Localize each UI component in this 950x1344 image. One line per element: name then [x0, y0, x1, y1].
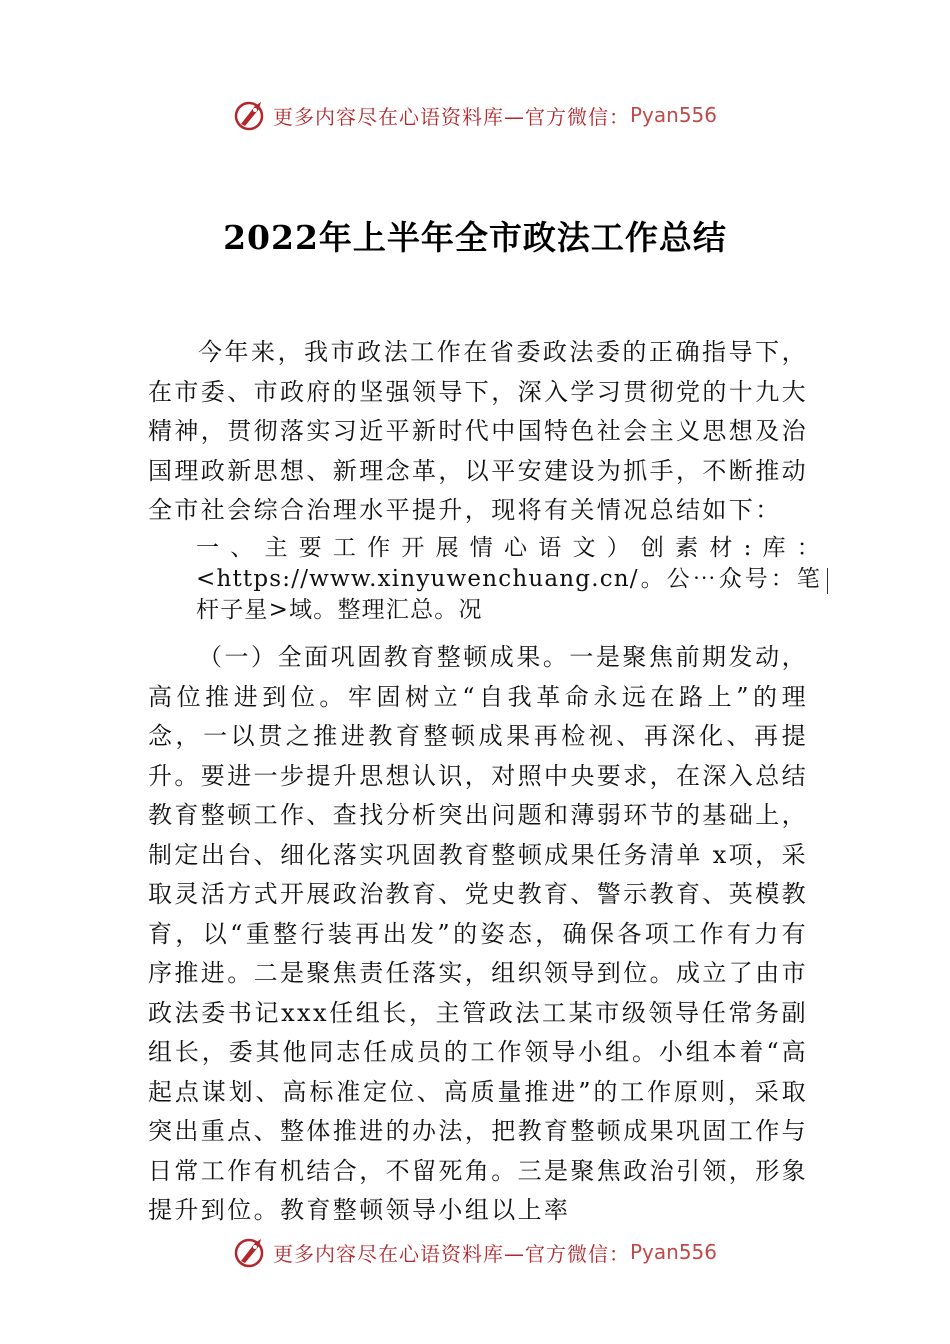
- intro-paragraph: 今年来，我市政法工作在省委政法委的正确指导下，在市委、市政府的坚强领导下，深入学习贯彻党的十九大精神，贯彻落实习近平新时代中国特色社会主义思想及治国理政新思想、新理念革，以平安建设为抓手，不断推动全市社会综合治理水平提升，现将有关情况总结如下：: [148, 338, 808, 524]
- body-paragraph: （一）全面巩固教育整顿成果。一是聚焦前期发动，高位推进到位。牢固树立“自我革命永远在路上”的理念，一以贯之推进教育整顿成果再检视、再深化、再提升。要进一步提升思想认识，对照中央要求，在深入总结教育整顿工作、查找分析突出问题和薄弱环节的基础上，制定出台、细化落实巩固教育整顿成果任务清单 x项，采取灵活方式开展政治教育、党史教育、警示教育、英模教育，以“重整行装再出发”的姿态，确保各项工作有力有序推进。二是聚焦责任落实，组织领导到位。成立了由市政法委书记xxx任组长，主管政法工某市级领导任常务副组长，委其他同志任成员的工作领导小组。小组本着“高起点谋划、高标准定位、高质量推进”的工作原则，采取突出重点、整体推进的办法，把教育整顿成果巩固工作与日常工作有机结合，不留死角。三是聚焦政治引领，形象提升到位。教育整顿领导小组以上率: [148, 643, 808, 1224]
- banner-wechat-id: Pyan556: [629, 1240, 717, 1264]
- header-banner: [0, 95, 950, 135]
- text-cursor: [827, 568, 828, 594]
- banner-text: 更多内容尽在心语资料库—官方微信：: [272, 1241, 630, 1266]
- section-heading-paragraph: 一、主要工作开展情心语文）创素材:库：<https://www.xinyuwenchuang.cn/。公⋯众号：笔杆子星>域。整理汇总。况: [196, 535, 821, 623]
- pen-nib-logo-icon: [233, 1235, 267, 1269]
- document-title: 2022年上半年全市政法工作总结: [223, 218, 727, 257]
- footer-banner: [0, 1232, 950, 1272]
- banner-wechat-id: Pyan556: [629, 103, 717, 127]
- banner-text: 更多内容尽在心语资料库—官方微信：: [272, 104, 630, 129]
- pen-nib-logo-icon: [233, 98, 267, 132]
